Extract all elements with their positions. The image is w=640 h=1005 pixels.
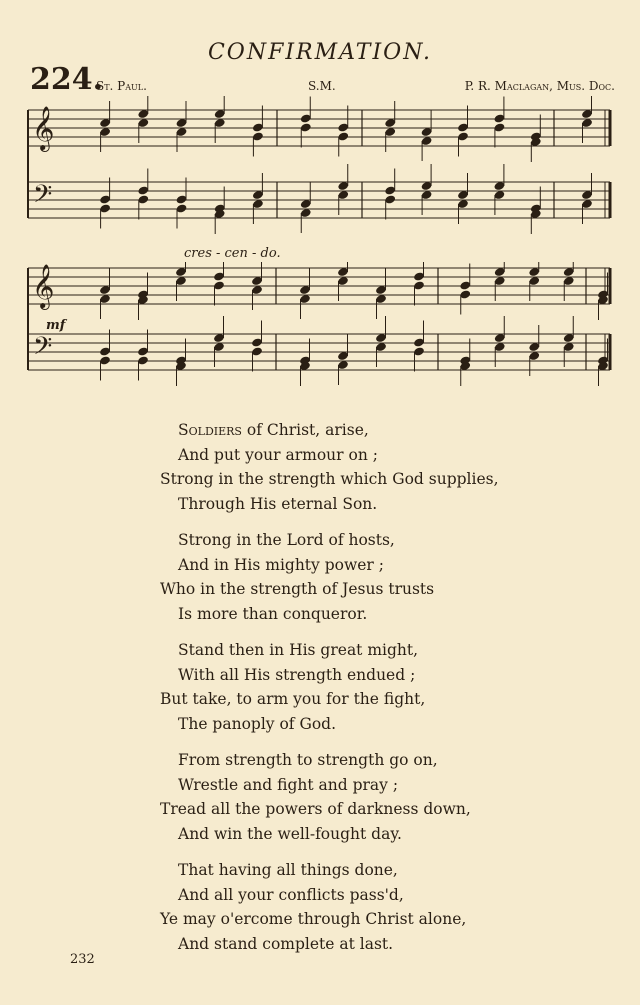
hymn-text: [0, 418, 640, 968]
section-title: CONFIRMATION.: [207, 40, 433, 65]
stanza: [0, 418, 640, 516]
stanza-line: Is more than conqueror.: [178, 604, 368, 623]
first-word: Soldiers: [178, 421, 242, 439]
stanza-line: Strong in the strength which God supplies,: [160, 470, 499, 488]
stanza-line: And all your conflicts pass'd,: [178, 885, 404, 904]
stanza-line: And stand complete at last.: [178, 934, 394, 953]
stanza: [0, 858, 640, 956]
dynamic-marking: mf: [46, 318, 66, 333]
stanza-line: Stand then in His great might,: [178, 641, 419, 659]
treble-clef-icon: 𝄞: [32, 264, 55, 308]
tune-name: St. Paul.: [96, 79, 147, 93]
bass-clef-icon: 𝄢: [33, 180, 53, 215]
stanza-line: And in His mighty power ;: [178, 555, 384, 574]
stanza-line: Who in the strength of Jesus trusts: [160, 580, 435, 598]
stanza-line: From strength to strength go on,: [178, 751, 438, 769]
bass-clef-icon: 𝄢: [33, 332, 53, 367]
hymn-header: [30, 62, 615, 97]
stanza: [0, 748, 640, 846]
composer: P. R. Maclagan, Mus. Doc.: [464, 79, 615, 93]
stanza-line: The panoply of God.: [178, 714, 337, 733]
page-number: 232: [70, 952, 95, 967]
treble-clef-icon: 𝄞: [32, 106, 55, 150]
stanza-line: With all His strength endued ;: [178, 665, 416, 684]
stanza-line: Soldiers of Christ, arise,: [178, 421, 369, 439]
stanza-line: Wrestle and fight and pray ;: [178, 775, 399, 794]
music-staff-system: [24, 96, 616, 241]
stanza-line: Ye may o'ercome through Christ alone,: [160, 910, 467, 928]
stanza: [0, 528, 640, 626]
stanza-line: And put your armour on ;: [178, 445, 378, 464]
stanza-line: Strong in the Lord of hosts,: [178, 531, 395, 549]
stanza-line: And win the well-fought day.: [178, 824, 402, 843]
stanza-line: But take, to arm you for the fight,: [160, 690, 426, 708]
meter: S.M.: [308, 79, 336, 93]
stanza-line: Through His eternal Son.: [178, 494, 378, 513]
stanza: [0, 638, 640, 736]
music-score-system-2: [24, 262, 616, 392]
hymn-number: 224.: [30, 62, 104, 97]
music-staff-system: [24, 262, 616, 392]
stanza-line: That having all things done,: [178, 861, 398, 879]
crescendo-marking: cres - cen - do.: [184, 246, 281, 261]
music-score-system-1: [24, 96, 616, 241]
stanza-line: Tread all the powers of darkness down,: [160, 800, 471, 818]
